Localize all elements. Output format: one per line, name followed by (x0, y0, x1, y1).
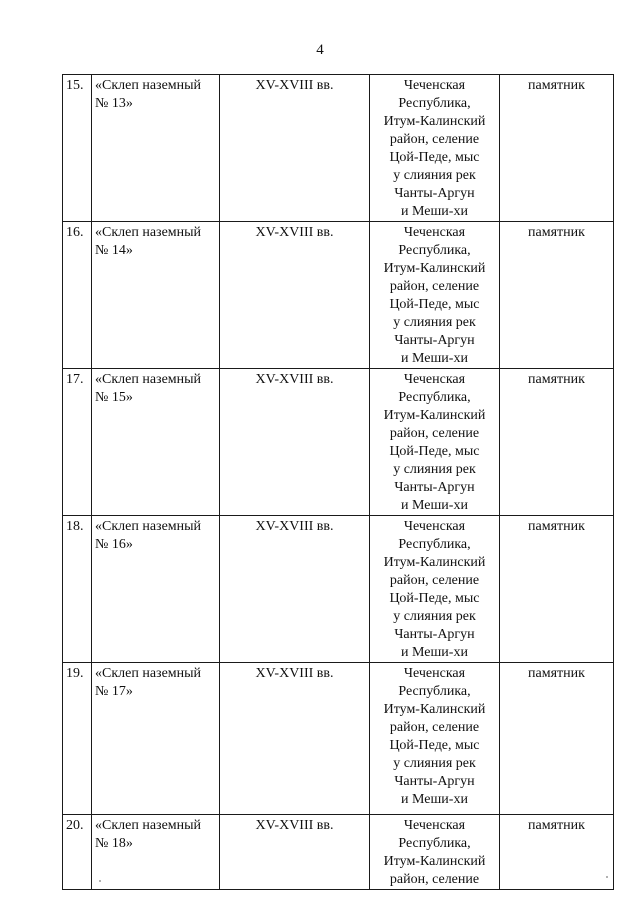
dating-cell: XV-XVIII вв. (220, 663, 370, 815)
location-line: Республика, (398, 537, 471, 552)
object-name-line: «Склеп наземный (95, 78, 202, 93)
location-line: и Меши-хи (401, 498, 468, 513)
location-line: Чеченская (403, 666, 466, 681)
location-line: Итум-Калинский (383, 261, 486, 276)
table-row (63, 222, 614, 369)
row-number: 17. (63, 369, 92, 516)
object-name-line: № 15» (95, 390, 133, 405)
dating-cell: XV-XVIII вв. (220, 369, 370, 516)
location-cell (370, 222, 500, 369)
category-cell: памятник (500, 75, 614, 222)
category-cell: памятник (500, 815, 614, 890)
location-line: район, селение (389, 132, 480, 147)
location-line: район, селение (389, 872, 480, 887)
location-line: Чанты-Аргун (394, 627, 475, 642)
location-line: Цой-Педе, мыс (389, 591, 480, 606)
table-row (63, 75, 614, 222)
scan-speck (99, 880, 101, 882)
dating-cell: XV-XVIII вв. (220, 815, 370, 890)
location-line: Чеченская (403, 818, 466, 833)
location-cell (370, 663, 500, 815)
location-line: Цой-Педе, мыс (389, 150, 480, 165)
page-number: 4 (316, 42, 324, 58)
object-name-line: «Склеп наземный (95, 818, 202, 833)
object-name-cell (92, 369, 220, 516)
location-cell (370, 815, 500, 890)
row-number: 19. (63, 663, 92, 815)
scan-speck (606, 876, 608, 878)
location-line: район, селение (389, 426, 480, 441)
location-line: Цой-Педе, мыс (389, 738, 480, 753)
location-line: у слияния рек (393, 168, 476, 183)
location-line: у слияния рек (393, 609, 476, 624)
location-line: Чанты-Аргун (394, 333, 475, 348)
location-line: Чеченская (403, 225, 466, 240)
row-number: 20. (63, 815, 92, 890)
location-line: Чанты-Аргун (394, 480, 475, 495)
object-name-line: «Склеп наземный (95, 519, 202, 534)
location-line: район, селение (389, 720, 480, 735)
object-name-line: № 17» (95, 684, 133, 699)
location-line: и Меши-хи (401, 645, 468, 660)
table-row (63, 663, 614, 815)
location-line: Итум-Калинский (383, 702, 486, 717)
location-line: Республика, (398, 684, 471, 699)
row-number: 18. (63, 516, 92, 663)
row-number: 16. (63, 222, 92, 369)
location-line: район, селение (389, 573, 480, 588)
table-row (63, 369, 614, 516)
location-line: у слияния рек (393, 315, 476, 330)
table-row (63, 516, 614, 663)
location-line: Республика, (398, 836, 471, 851)
category-cell: памятник (500, 663, 614, 815)
location-cell (370, 516, 500, 663)
table-row (63, 815, 614, 890)
dating-cell: XV-XVIII вв. (220, 222, 370, 369)
category-cell: памятник (500, 516, 614, 663)
category-cell: памятник (500, 369, 614, 516)
object-name-cell (92, 75, 220, 222)
location-line: у слияния рек (393, 462, 476, 477)
object-name-cell (92, 663, 220, 815)
object-name-cell (92, 222, 220, 369)
location-line: и Меши-хи (401, 204, 468, 219)
table-body (63, 75, 614, 890)
row-number: 15. (63, 75, 92, 222)
location-line: Итум-Калинский (383, 114, 486, 129)
object-name-line: № 14» (95, 243, 133, 258)
location-line: Чеченская (403, 519, 466, 534)
location-line: Республика, (398, 243, 471, 258)
location-line: Цой-Педе, мыс (389, 444, 480, 459)
location-line: Итум-Калинский (383, 555, 486, 570)
dating-cell: XV-XVIII вв. (220, 516, 370, 663)
dating-cell: XV-XVIII вв. (220, 75, 370, 222)
location-cell (370, 369, 500, 516)
category-cell: памятник (500, 222, 614, 369)
location-line: район, селение (389, 279, 480, 294)
location-line: Чанты-Аргун (394, 774, 475, 789)
object-name-line: № 18» (95, 836, 133, 851)
location-line: и Меши-хи (401, 351, 468, 366)
object-name-line: «Склеп наземный (95, 372, 202, 387)
location-line: Чанты-Аргун (394, 186, 475, 201)
location-line: Итум-Калинский (383, 854, 486, 869)
location-line: и Меши-хи (401, 792, 468, 807)
location-line: Цой-Педе, мыс (389, 297, 480, 312)
location-line: Чеченская (403, 78, 466, 93)
location-line: Итум-Калинский (383, 408, 486, 423)
location-line: Республика, (398, 96, 471, 111)
heritage-registry-table (62, 74, 614, 890)
object-name-line: № 13» (95, 96, 133, 111)
object-name-cell (92, 516, 220, 663)
object-name-cell (92, 815, 220, 890)
location-line: Чеченская (403, 372, 466, 387)
object-name-line: «Склеп наземный (95, 225, 202, 240)
object-name-line: № 16» (95, 537, 133, 552)
object-name-line: «Склеп наземный (95, 666, 202, 681)
location-line: у слияния рек (393, 756, 476, 771)
location-cell (370, 75, 500, 222)
location-line: Республика, (398, 390, 471, 405)
